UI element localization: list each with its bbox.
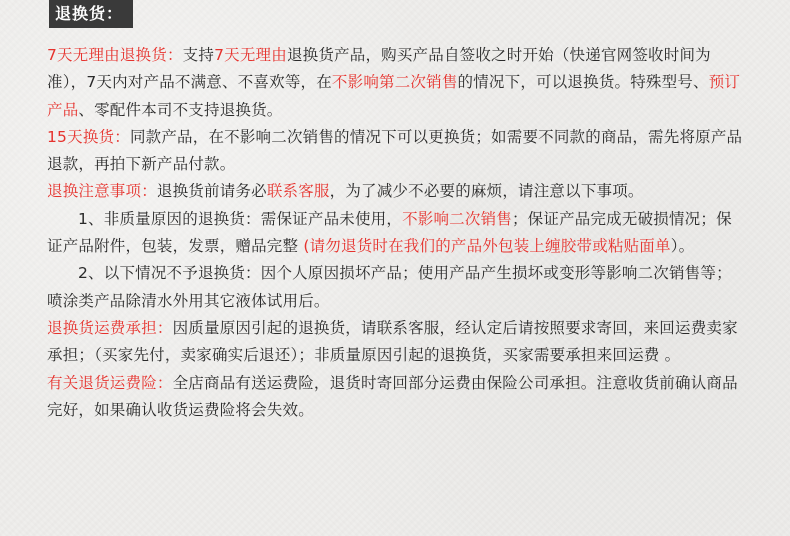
policy-text: 、零配件本司不支持退换货。 bbox=[78, 100, 283, 119]
policy-text: 的情况下，可以退换货。特殊型号、 bbox=[457, 73, 709, 92]
policy-7-day-label: 7天无理由退换货： bbox=[47, 46, 183, 64]
policy-shipping-cost bbox=[47, 315, 747, 370]
policy-text: 全店商品有送运费险，退货时寄回部分运费由保险公司承担。注意收货前确认商品完好，如果确认收货运费险将会失效。 bbox=[47, 373, 738, 419]
policy-text: 1、非质量原因的退换货：需保证产品未使用， bbox=[78, 209, 403, 228]
return-policy-body bbox=[47, 42, 747, 424]
policy-text: ）。 bbox=[670, 237, 695, 256]
policy-text: 退换货产品，购买产品自签收之时开始（快递官网签收时间为准），7天内对产品不满意、不喜欢等，在 bbox=[47, 46, 711, 92]
policy-text: 支持 bbox=[182, 46, 215, 64]
policy-text: ，为了减少不必要的麻烦，请注意以下事项。 bbox=[329, 182, 644, 201]
policy-text: 2、以下情况不予退换货：因个人原因损坏产品；使用产品产生损坏或变形等影响二次销售等；喷涂类产品除清水外用其它液体试用后。 bbox=[47, 264, 732, 310]
policy-notes-label: 退换注意事项： bbox=[47, 182, 157, 201]
policy-highlight: (请勿退货时在我们的产品外包装上缠胶带或粘贴面单 bbox=[303, 237, 671, 256]
policy-highlight: 7天无理由 bbox=[214, 46, 287, 64]
section-title: 退换货： bbox=[55, 4, 124, 23]
policy-notes bbox=[47, 178, 747, 205]
policy-15-day-exchange bbox=[47, 124, 747, 179]
policy-shipping-label: 退换货运费承担： bbox=[47, 318, 173, 337]
policy-shipping-insurance bbox=[47, 370, 747, 425]
policy-highlight: 联系客服 bbox=[266, 182, 330, 201]
policy-text: 同款产品，在不影响二次销售的情况下可以更换货；如需要不同款的商品，需先将原产品退款，再拍下新产品付款。 bbox=[47, 127, 743, 174]
policy-text: 退换货前请务必 bbox=[156, 182, 267, 201]
policy-highlight: 不影响第二次销售 bbox=[331, 73, 458, 92]
policy-text: 因质量原因引起的退换货，请联系客服，经认定后请按照要求寄回，来回运费卖家承担；（买家先付，卖家确实后退还）；非质量原因引起的退换货，买家需要承担来回运费 。 bbox=[47, 318, 738, 365]
policy-highlight: 预订产品 bbox=[47, 73, 741, 119]
policy-7-day-return bbox=[47, 42, 747, 124]
section-header bbox=[49, 0, 133, 28]
policy-text: ；保证产品完成无破损情况；保证产品附件，包装，发票，赠品完整 bbox=[47, 209, 732, 256]
policy-insurance-label: 有关退货运费险： bbox=[47, 373, 173, 392]
policy-highlight: 不影响二次销售 bbox=[402, 209, 512, 228]
policy-item-2 bbox=[47, 260, 747, 315]
policy-item-1 bbox=[47, 206, 747, 261]
policy-15-day-label: 15天换货： bbox=[47, 127, 130, 146]
